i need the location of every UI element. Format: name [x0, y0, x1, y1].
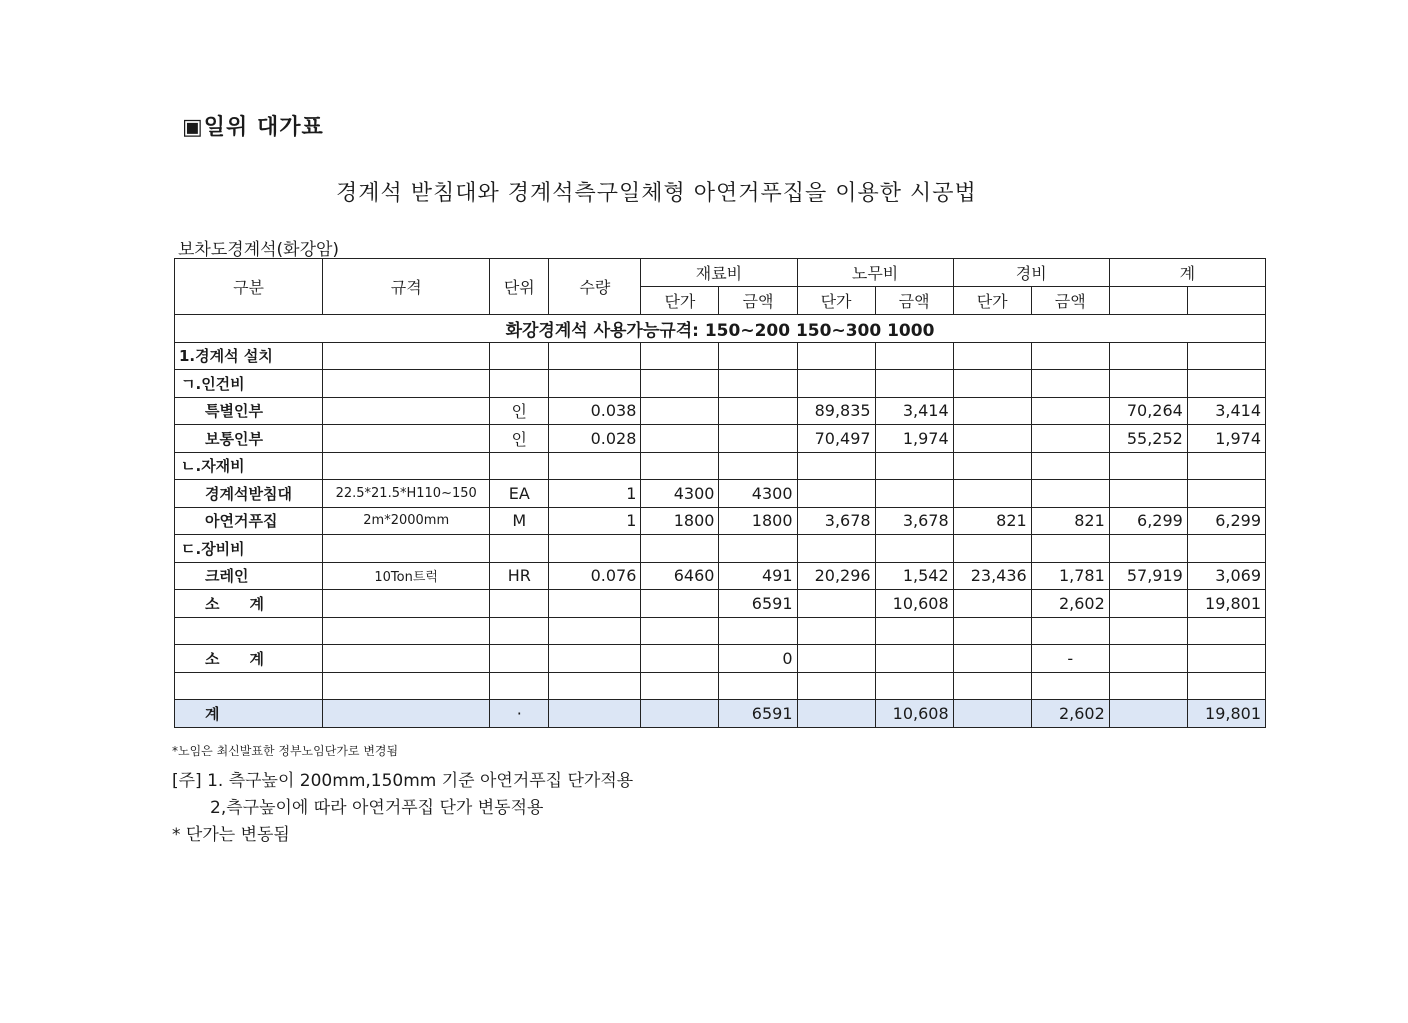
expense-amount: 821	[1031, 507, 1109, 535]
subtotal-row	[175, 590, 1266, 618]
item-qty: 1	[549, 480, 641, 508]
item-spec: 22.5*21.5*H110~150	[323, 480, 490, 508]
material-amount: 1800	[719, 507, 797, 535]
table-row	[175, 672, 1266, 700]
item-qty: 0.038	[549, 397, 641, 425]
material-amount: 6591	[719, 590, 797, 618]
group-label-equipment: ㄷ.장비비	[175, 535, 323, 563]
header-material: 재료비	[641, 259, 797, 287]
item-name: 보통인부	[175, 425, 323, 453]
empty-cell	[1109, 287, 1187, 315]
header-amount: 금액	[875, 287, 953, 315]
header-category: 구분	[175, 259, 323, 315]
header-labor: 노무비	[797, 259, 953, 287]
page-heading: ▣일위 대가표	[182, 115, 324, 140]
item-name: 아연거푸집	[175, 507, 323, 535]
unit-cost-table	[174, 258, 1266, 728]
material-unit-price: 6460	[641, 562, 719, 590]
total-unit-price: 70,264	[1109, 397, 1187, 425]
labor-unit-price: 89,835	[797, 397, 875, 425]
header-unit-price: 단가	[797, 287, 875, 315]
labor-amount: 10,608	[875, 700, 953, 728]
item-unit: M	[490, 507, 549, 535]
total-unit-price: 55,252	[1109, 425, 1187, 453]
note-line: [주] 1. 측구높이 200mm,150mm 기준 아연거푸집 단가적용	[172, 771, 634, 791]
labor-amount: 1,974	[875, 425, 953, 453]
grand-total-row	[175, 700, 1266, 728]
material-unit-price: 4300	[641, 480, 719, 508]
empty-cell	[1187, 287, 1265, 315]
item-unit: ·	[490, 700, 549, 728]
footnote: *노임은 최신발표한 정부노임단가로 변경됨	[172, 744, 399, 758]
item-spec: 10Ton트럭	[323, 562, 490, 590]
subtotal-label: 소 계	[175, 645, 323, 673]
item-qty: 0.028	[549, 425, 641, 453]
expense-amount: 2,602	[1031, 700, 1109, 728]
total-amount: 3,414	[1187, 397, 1265, 425]
header-amount: 금액	[719, 287, 797, 315]
header-spec: 규격	[323, 259, 490, 315]
section-label: 1.경계석 설치	[175, 342, 323, 370]
material-amount: 4300	[719, 480, 797, 508]
subtotal-row	[175, 645, 1266, 673]
total-amount: 19,801	[1187, 700, 1265, 728]
note-line: * 단가는 변동됨	[172, 825, 290, 845]
header-expense: 경비	[953, 259, 1109, 287]
header-amount: 금액	[1031, 287, 1109, 315]
grand-total-label: 계	[175, 700, 323, 728]
table-caption: 보차도경계석(화강암)	[178, 240, 340, 260]
table-row	[175, 507, 1266, 535]
item-unit: 인	[490, 425, 549, 453]
notes	[172, 768, 633, 849]
labor-amount: 3,678	[875, 507, 953, 535]
note-line: 2,측구높이에 따라 아연거푸집 단가 변동적용	[210, 798, 544, 818]
expense-amount: 2,602	[1031, 590, 1109, 618]
item-name: 특별인부	[175, 397, 323, 425]
subtotal-label: 소 계	[175, 590, 323, 618]
spec-note-row	[175, 315, 1266, 343]
header-total: 계	[1109, 259, 1265, 287]
material-unit-price: 1800	[641, 507, 719, 535]
total-unit-price: 57,919	[1109, 562, 1187, 590]
total-amount: 3,069	[1187, 562, 1265, 590]
item-unit: 인	[490, 397, 549, 425]
item-qty: 0.076	[549, 562, 641, 590]
header-unit-price: 단가	[953, 287, 1031, 315]
table-row	[175, 370, 1266, 398]
table-row	[175, 535, 1266, 563]
header-qty: 수량	[549, 259, 641, 315]
expense-unit-price: 821	[953, 507, 1031, 535]
item-name: 경계석받침대	[175, 480, 323, 508]
table-row	[175, 480, 1266, 508]
table-row	[175, 452, 1266, 480]
expense-amount: -	[1031, 645, 1109, 673]
labor-amount: 1,542	[875, 562, 953, 590]
header-row-1	[175, 259, 1266, 287]
labor-amount: 3,414	[875, 397, 953, 425]
labor-amount: 10,608	[875, 590, 953, 618]
item-unit: EA	[490, 480, 549, 508]
total-amount: 6,299	[1187, 507, 1265, 535]
table-row	[175, 397, 1266, 425]
table-row	[175, 562, 1266, 590]
material-amount: 0	[719, 645, 797, 673]
total-unit-price: 6,299	[1109, 507, 1187, 535]
table-row	[175, 425, 1266, 453]
labor-unit-price: 20,296	[797, 562, 875, 590]
header-unit-price: 단가	[641, 287, 719, 315]
labor-unit-price: 3,678	[797, 507, 875, 535]
group-label-labor: ㄱ.인건비	[175, 370, 323, 398]
group-label-material: ㄴ.자재비	[175, 452, 323, 480]
table-row	[175, 617, 1266, 645]
total-amount: 1,974	[1187, 425, 1265, 453]
labor-unit-price: 70,497	[797, 425, 875, 453]
document-subtitle: 경계석 받침대와 경계석측구일체형 아연거푸집을 이용한 시공법	[336, 181, 977, 206]
expense-unit-price: 23,436	[953, 562, 1031, 590]
item-name: 크레인	[175, 562, 323, 590]
material-amount: 491	[719, 562, 797, 590]
table-row	[175, 342, 1266, 370]
item-qty: 1	[549, 507, 641, 535]
item-unit: HR	[490, 562, 549, 590]
spec-note: 화강경계석 사용가능규격: 150~200 150~300 1000	[175, 315, 1266, 343]
expense-amount: 1,781	[1031, 562, 1109, 590]
material-amount: 6591	[719, 700, 797, 728]
header-unit: 단위	[490, 259, 549, 315]
total-amount: 19,801	[1187, 590, 1265, 618]
item-spec: 2m*2000mm	[323, 507, 490, 535]
